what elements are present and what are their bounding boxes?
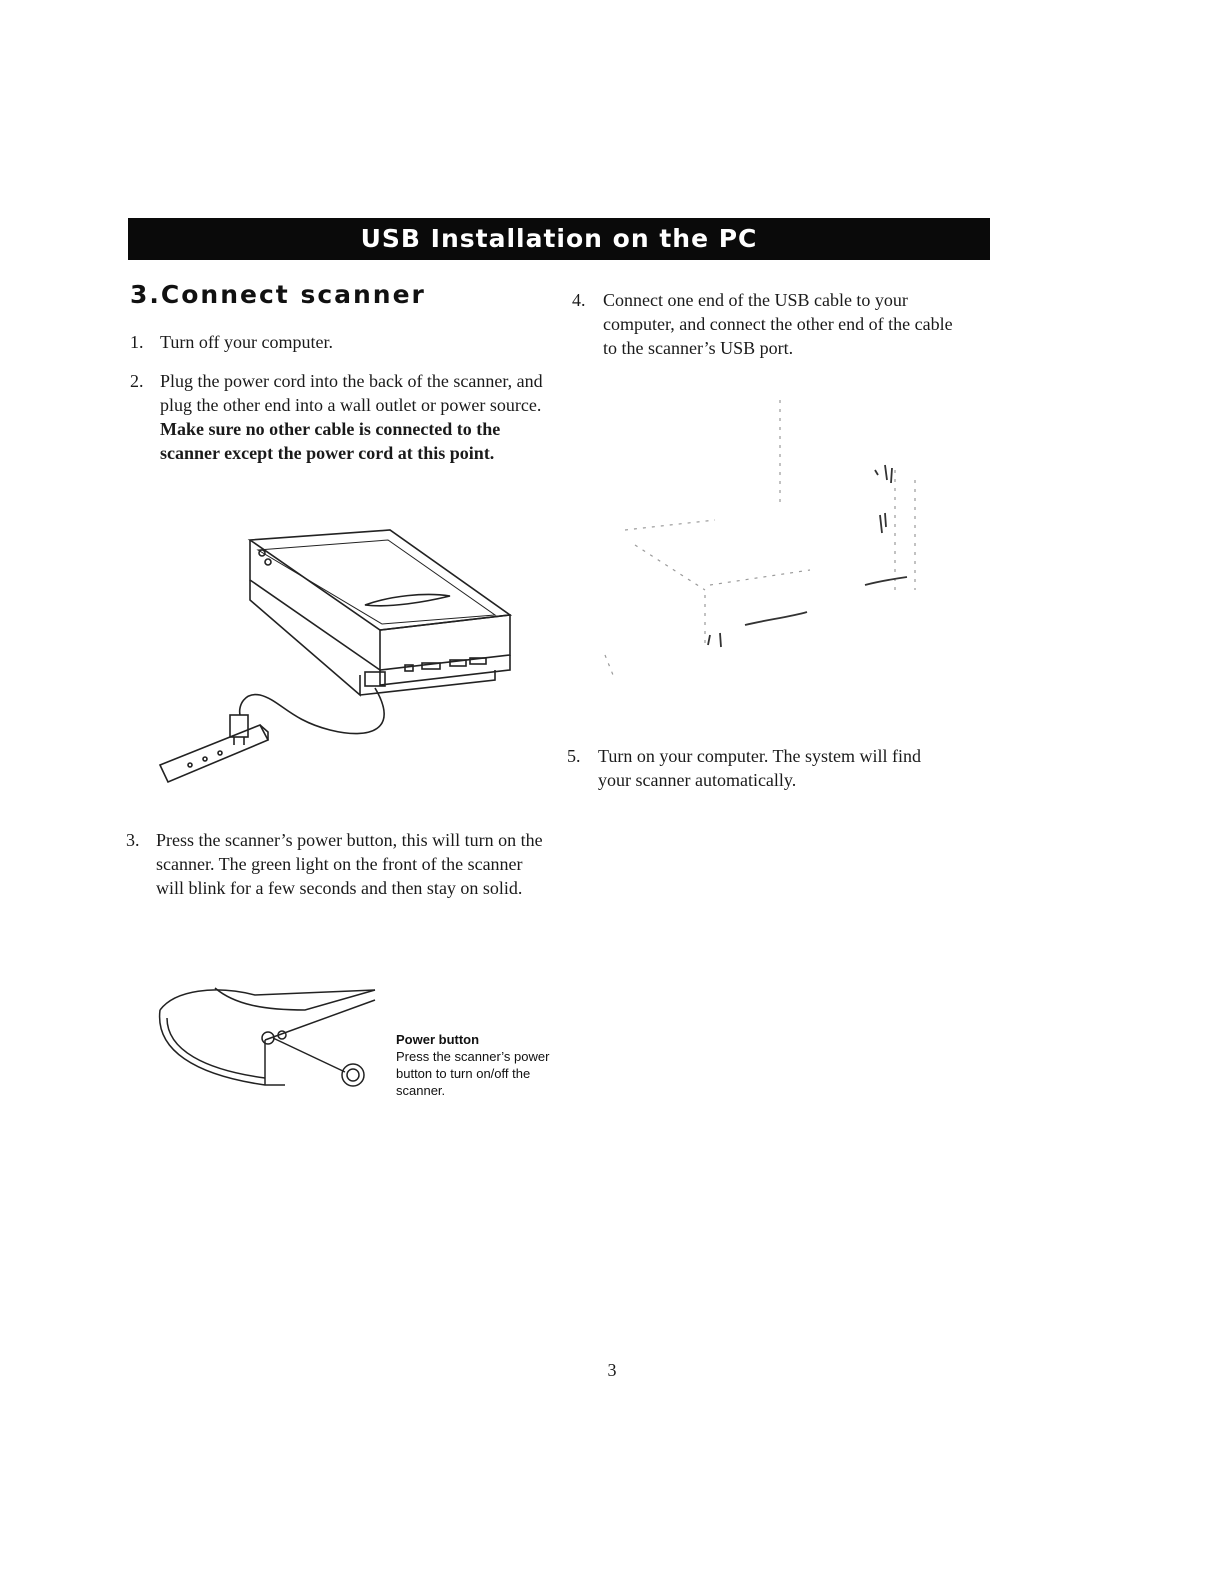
step-3-number: 3. (126, 830, 140, 850)
step-3-text: Press the scanner’s power button, this will turn on the scanner. The green light on the front of the scanner will blink for a few seconds and then stay on solid. (156, 830, 543, 898)
section-title: 3.Connect scanner (130, 280, 426, 309)
step-4-text: Connect one end of the USB cable to your computer, and connect the other end of the cable to the scanner’s USB port. (603, 290, 953, 358)
page-number: 3 (607, 1360, 617, 1380)
scanner-power-cord-illustration (150, 520, 530, 790)
step-2-warning: Make sure no other cable is connected to the scanner except the power cord at this point. (160, 419, 501, 463)
step-1-number: 1. (130, 332, 144, 352)
usb-connection-illustration (595, 395, 935, 695)
power-button-caption-text: Press the scanner’s power button to turn on/off the scanner. (396, 1049, 550, 1098)
header-bar (128, 218, 990, 260)
power-button-caption-title: Power button (396, 1032, 480, 1047)
power-button-caption (396, 1031, 556, 1099)
step-4-number: 4. (572, 290, 586, 310)
step-1-text: Turn off your computer. (160, 332, 333, 352)
step-2-text (160, 369, 555, 465)
header-title: USB Installation on the PC (360, 224, 758, 253)
step-5-text: Turn on your computer. The system will find your scanner automatically. (598, 746, 921, 790)
power-button-illustration (155, 980, 385, 1095)
step-5-number: 5. (567, 746, 581, 766)
step-2-number: 2. (130, 371, 144, 391)
step-2-body: Plug the power cord into the back of the scanner, and plug the other end into a wall outlet or power source. (160, 371, 543, 415)
